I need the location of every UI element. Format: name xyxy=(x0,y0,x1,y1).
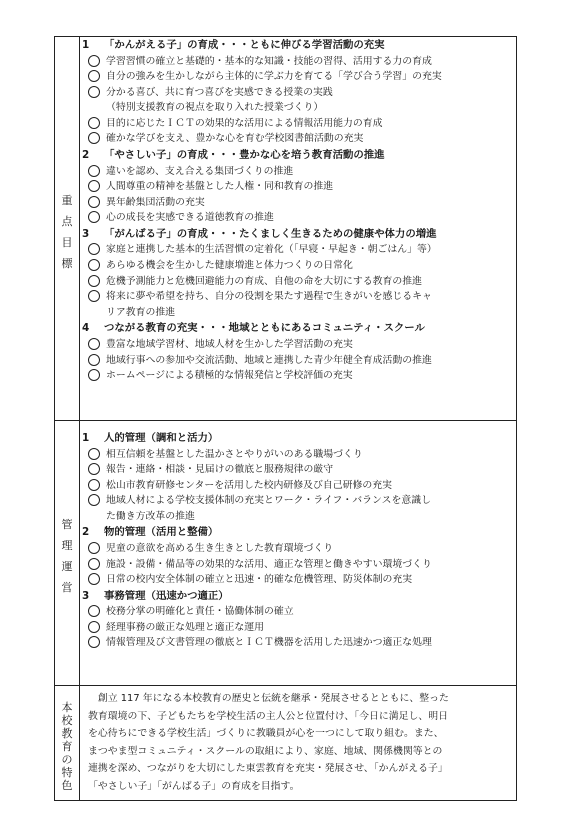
list-item-text-wrap xyxy=(106,462,516,478)
list-item xyxy=(80,447,516,463)
section-number: 4 xyxy=(82,322,90,335)
circle-bullet-icon xyxy=(88,558,100,570)
feature-line: 連携を深め、つながりを大切にした東雲教育を充実・発展させ、「かんがえる子」 xyxy=(88,763,448,775)
management-row xyxy=(55,421,517,686)
list-item-text-wrap xyxy=(106,242,516,258)
list-item-text: 将来に夢や希望を持ち、自分の役割を果たす過程で生きがいを感じるキャ xyxy=(106,291,432,303)
focus-row xyxy=(55,37,517,421)
list-item-text: 経理事務の厳正な処理と適正な運用 xyxy=(106,621,265,633)
list-item-text: 分かる喜び、共に育つ喜びを実感できる授業の実践 xyxy=(106,86,333,98)
list-item-text: 校務分掌の明確化と責任・協働体制の確立 xyxy=(106,606,294,618)
feature-line: 創立 117 年になる本校教育の歴史と伝統を継承・発展させるとともに、整った xyxy=(88,693,449,704)
list-item-text: 家庭と連携した基本的生活習慣の定着化（「早寝・早起き・朝ごはん」等） xyxy=(106,244,437,256)
list-item xyxy=(80,242,516,258)
circle-bullet-icon xyxy=(88,636,100,648)
list-item xyxy=(80,493,516,524)
list-item-text: 危機予測能力と危機回避能力の育成、自他の命を大切にする教育の推進 xyxy=(106,275,423,287)
list-item-text: 施設・設備・備品等の効果的な活用、適正な管理と働きやすい環境づくり xyxy=(106,558,432,570)
list-item-text: 自分の強みを生かしながら主体的に学ぶ力を育てる「学び合う学習」の充実 xyxy=(106,71,442,83)
management-content xyxy=(80,421,517,686)
list-item-text-wrap xyxy=(106,635,516,651)
list-item xyxy=(80,179,516,195)
section-heading xyxy=(80,147,516,164)
management-label-char: 運 xyxy=(61,560,73,573)
section-number: 1 xyxy=(82,39,90,51)
list-item-text-wrap xyxy=(106,557,516,573)
circle-bullet-icon xyxy=(88,463,100,475)
list-item-text: 心の成長を実感できる道徳教育の推進 xyxy=(106,212,274,224)
feature-label-char: 教 xyxy=(61,726,73,740)
section-heading xyxy=(80,524,516,541)
list-item-text-wrap xyxy=(106,447,516,463)
list-item xyxy=(80,274,516,290)
focus-label-char: 目 xyxy=(61,235,73,249)
list-item-text: 異年齢集団活動の充実 xyxy=(106,196,205,208)
list-item-text: 報告・連絡・相談・見届けの徹底と服務規律の厳守 xyxy=(106,464,334,476)
feature-line: まつやま型コミュニティ・スクールの取組により、家庭、地域、関係機関等との xyxy=(88,745,443,757)
list-item-text-wrap xyxy=(106,164,516,180)
list-item-text-wrap xyxy=(106,274,516,290)
list-item xyxy=(80,604,516,620)
list-item-text: 違いを認め、支え合える集団づくりの推進 xyxy=(106,165,294,177)
feature-label-char: 校 xyxy=(61,713,73,727)
feature-label-char: 本 xyxy=(61,700,73,714)
focus-label-cell xyxy=(55,37,80,421)
feature-label xyxy=(62,702,73,791)
list-item-text: 情報管理及び文書管理の徹底とＩＣＴ機器を活用した迅速かつ適正な処理 xyxy=(106,637,432,649)
management-label-char: 管 xyxy=(61,518,73,531)
feature-text xyxy=(80,686,516,800)
list-item-text-wrap xyxy=(106,195,516,211)
circle-bullet-icon xyxy=(88,542,100,554)
list-item-text-wrap xyxy=(106,337,516,353)
list-item-text: 学習習慣の確立と基礎的・基本的な知識・技能の習得、活用する力の育成 xyxy=(106,55,432,67)
circle-bullet-icon xyxy=(88,55,100,67)
feature-content xyxy=(80,686,517,801)
list-item xyxy=(80,572,516,588)
circle-bullet-icon xyxy=(88,354,100,366)
section-title: 事務管理（迅速かつ適正） xyxy=(104,589,229,602)
list-item xyxy=(80,557,516,573)
focus-label-char: 点 xyxy=(61,214,73,228)
management-label-char: 営 xyxy=(61,581,73,594)
circle-bullet-icon xyxy=(88,479,100,491)
circle-bullet-icon xyxy=(88,117,100,129)
section-number: 3 xyxy=(82,227,90,240)
feature-label-char: 育 xyxy=(61,739,73,753)
feature-row xyxy=(55,686,517,801)
list-item-text-wrap xyxy=(106,368,516,384)
feature-line: 教育環境の下、子どもたちを学校生活の主人公と位置付け、「今日に満足し、明日 xyxy=(88,710,449,722)
section-heading xyxy=(80,37,516,54)
circle-bullet-icon xyxy=(88,165,100,177)
feature-label-char: 色 xyxy=(61,778,73,792)
focus-label-char: 標 xyxy=(61,256,73,270)
list-item-text-wrap xyxy=(106,604,516,620)
section-number: 2 xyxy=(82,149,90,162)
circle-bullet-icon xyxy=(88,369,100,381)
list-item xyxy=(80,54,516,70)
feature-label-char: の xyxy=(61,752,73,766)
section-title: つながる教育の充実・・・地域とともにあるコミュニティ・スクール xyxy=(104,322,425,335)
list-item-text-wrap xyxy=(106,85,516,116)
section-heading xyxy=(80,320,516,337)
circle-bullet-icon xyxy=(88,448,100,460)
circle-bullet-icon xyxy=(88,70,100,82)
circle-bullet-icon xyxy=(88,211,100,223)
list-item xyxy=(80,541,516,557)
list-item xyxy=(80,131,516,147)
section-title: 「やさしい子」の育成・・・豊かな心を培う教育活動の推進 xyxy=(104,149,385,162)
list-item-text-wrap xyxy=(106,54,516,70)
section-heading xyxy=(80,430,516,447)
management-label-cell xyxy=(55,421,80,686)
circle-bullet-icon xyxy=(88,243,100,255)
list-item-subtext: リア教育の推進 xyxy=(106,306,176,318)
circle-bullet-icon xyxy=(88,573,100,585)
list-item-text-wrap xyxy=(106,116,516,132)
list-item xyxy=(80,164,516,180)
list-item xyxy=(80,69,516,85)
circle-bullet-icon xyxy=(88,338,100,350)
list-item xyxy=(80,635,516,651)
focus-label-char: 重 xyxy=(61,193,73,207)
list-item xyxy=(80,85,516,116)
list-item-text-wrap xyxy=(106,493,516,524)
list-item-text-wrap xyxy=(106,478,516,494)
list-item xyxy=(80,462,516,478)
circle-bullet-icon xyxy=(88,132,100,144)
circle-bullet-icon xyxy=(88,621,100,633)
circle-bullet-icon xyxy=(88,180,100,192)
list-item xyxy=(80,478,516,494)
list-item-text: 児童の意欲を高める生き生きとした教育環境づくり xyxy=(106,542,334,554)
section-title: 「かんがえる子」の育成・・・ともに伸びる学習活動の充実 xyxy=(104,39,385,51)
list-item-text: あらゆる機会を生かした健康増進と体力つくりの日常化 xyxy=(106,260,353,272)
feature-label-char: 特 xyxy=(61,765,73,779)
management-label-char: 理 xyxy=(61,539,73,552)
feature-line: 「やさしい子」「がんばる子」の育成を目指す。 xyxy=(88,780,300,792)
circle-bullet-icon xyxy=(88,86,100,98)
list-item-text-wrap xyxy=(106,131,516,147)
list-item xyxy=(80,368,516,384)
list-item xyxy=(80,289,516,320)
list-item xyxy=(80,116,516,132)
list-item-text: 松山市教育研修センターを活用した校内研修及び自己研修の充実 xyxy=(106,479,392,491)
focus-content xyxy=(80,37,517,421)
list-item xyxy=(80,258,516,274)
list-item-text: 相互信頼を基盤とした温かさとやりがいのある職場づくり xyxy=(106,448,363,460)
list-item-text-wrap xyxy=(106,572,516,588)
list-item xyxy=(80,353,516,369)
list-item-text: 豊富な地域学習材、地域人材を生かした学習活動の充実 xyxy=(106,338,353,350)
list-item-text-wrap xyxy=(106,210,516,226)
section-number: 1 xyxy=(82,432,90,444)
list-item-text: 地域行事への参加や交流活動、地域と連携した青少年健全育成活動の推進 xyxy=(106,354,432,366)
section-number: 2 xyxy=(82,526,90,539)
circle-bullet-icon xyxy=(88,605,100,617)
section-title: 物的管理（活用と整備） xyxy=(104,526,219,539)
circle-bullet-icon xyxy=(88,290,100,302)
feature-label-cell xyxy=(55,686,80,801)
circle-bullet-icon xyxy=(88,275,100,287)
list-item-subtext: （特別支援教育の視点を取り入れた授業づくり） xyxy=(106,102,324,114)
list-item xyxy=(80,337,516,353)
focus-label xyxy=(62,195,73,269)
list-item-text-wrap xyxy=(106,620,516,636)
list-item-subtext: た働き方改革の推進 xyxy=(106,510,195,522)
list-item-text: 日常の校内安全体制の確立と迅速・的確な危機管理、防災体制の充実 xyxy=(106,574,413,586)
management-label xyxy=(62,519,73,593)
list-item-text-wrap xyxy=(106,179,516,195)
section-number: 3 xyxy=(82,589,90,602)
list-item xyxy=(80,620,516,636)
list-item-text: 目的に応じたＩＣＴの効果的な活用による情報活用能力の育成 xyxy=(106,117,383,129)
list-item-text-wrap xyxy=(106,69,516,85)
list-item-text: 地域人材による学校支援体制の充実とワーク・ライフ・バランスを意識し xyxy=(106,495,431,507)
list-item xyxy=(80,195,516,211)
list-item-text: 確かな学びを支え、豊かな心を育む学校図書館活動の充実 xyxy=(106,133,364,145)
list-item-text: ホームページによる積極的な情報発信と学校評価の充実 xyxy=(106,370,353,382)
circle-bullet-icon xyxy=(88,494,100,506)
list-item-text-wrap xyxy=(106,541,516,557)
list-item xyxy=(80,210,516,226)
school-plan-table xyxy=(54,36,517,801)
section-title: 「がんばる子」の育成・・・たくましく生きるための健康や体力の増進 xyxy=(104,227,437,240)
list-item-text-wrap xyxy=(106,353,516,369)
section-heading xyxy=(80,588,516,605)
list-item-text-wrap xyxy=(106,258,516,274)
circle-bullet-icon xyxy=(88,196,100,208)
list-item-text: 人間尊重の精神を基盤とした人権・同和教育の推進 xyxy=(106,181,334,193)
list-item-text-wrap xyxy=(106,289,516,320)
circle-bullet-icon xyxy=(88,259,100,271)
feature-line: を心待ちにできる学校生活」づくりに教職員が心を一つにして取り組む。また、 xyxy=(88,728,444,740)
section-title: 人的管理（調和と活力） xyxy=(104,432,219,444)
section-heading xyxy=(80,226,516,243)
